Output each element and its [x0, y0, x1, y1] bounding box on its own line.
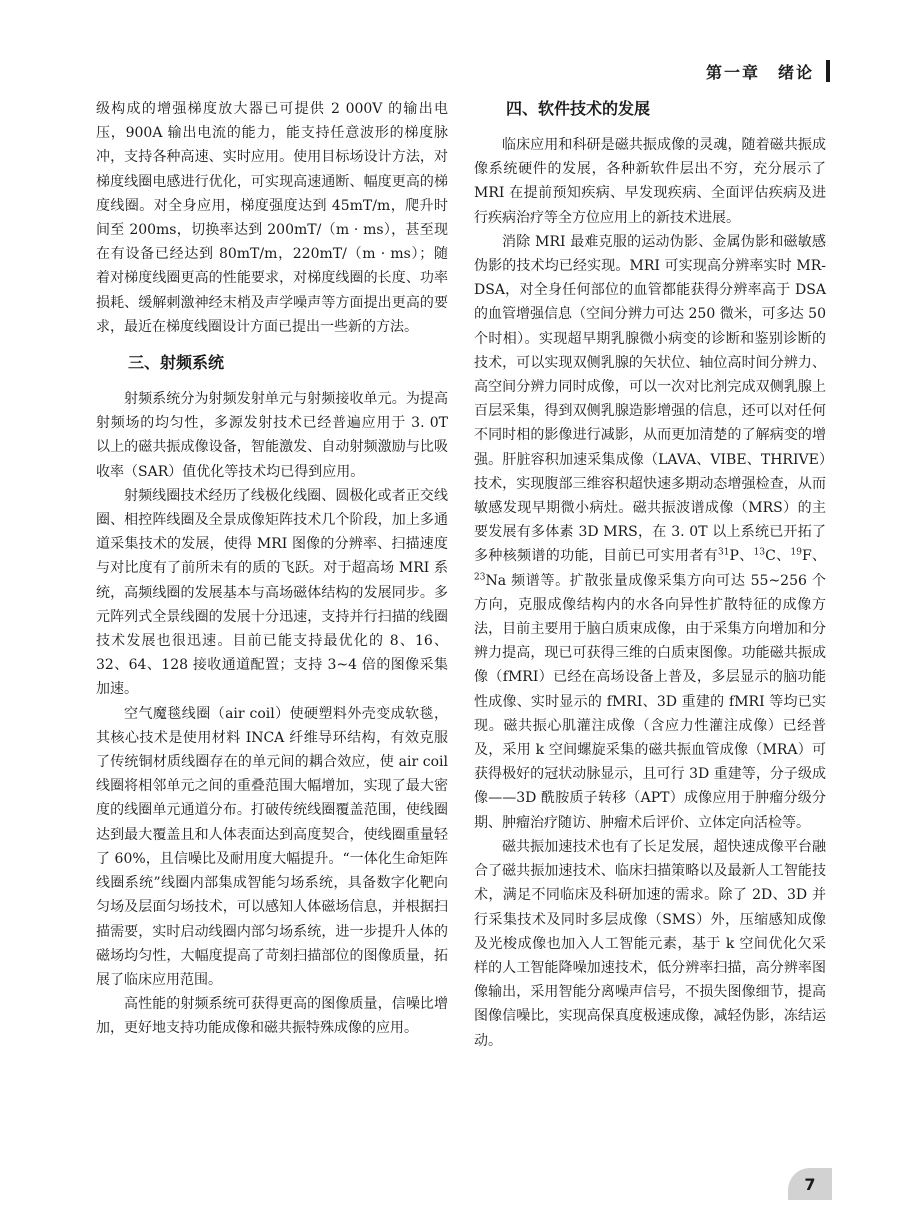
software-paragraph-3: 磁共振加速技术也有了长足发展，超快速成像平台融合了磁共振加速技术、临床扫描策略以及最新人工智能技术，满足不同临床及科研加速的需求。除了 2D、3D 并行采集技术及同时多层成像（SMS）外，压缩感知成像及光梭成像也加入人工智能元素，基于 k 空间优化欠采样的人工智能降噪加速技术，低分辨率扫描，高分辨率图像输出，采用智能分离噪声信号，不损失图像细节，提高图像信噪比，实现高保真度极速成像，减轻伪影，冻结运动。: [474, 838, 826, 1049]
isotope-f-mass: 19: [790, 547, 802, 558]
software-paragraph-2-text: 消除 MRI 最难克服的运动伪影、金属伪影和磁敏感伪影的技术均已经实现。MRI 可实现高分辨率实时 MR-DSA，对全身任何部位的血管都能获得分辨率高于 DSA 的血管增强信息（空间分辨力可达 250 微米，可多达 50 个时相）。实现超早期乳腺微小病变的诊断和鉴别诊断的技术，可以实现双侧乳腺的矢状位、轴位高时间分辨力、高空间分辨力同时成像，可以一次对比剂完成双侧乳腺上百层采集，得到双侧乳腺造影增强的信息，还可以对任何不同时相的影像进行减影，从而更加清楚的了解病变的增强。肝脏容积加速采集成像（LAVA、VIBE、THRIVE）技术，实现腹部三维容积超快速多期动态增强检查，从而敏感发现早期微小病灶。磁共振波谱成像（MRS）的主要发展有多体素 3D MRS，在 3. 0T 以上系统已开拓了多种核频谱的功能，目前已可实用者有: [474, 233, 826, 565]
gradient-paragraph-continued: 级构成的增强梯度放大器已可提供 2 000V 的输出电压，900A 输出电流的能力，能支持任意波形的梯度脉冲，支持各种高速、实时应用。使用目标场设计方法，对梯度线圈电感进行优化，可实现高速通断、幅度更高的梯度线圈。对全身应用，梯度强度达到 45mT/m，爬升时间至 200ms，切换率达到 200mT/（m · ms），甚至现在有设备已经达到 80mT/m，220mT/（m · ms）；随着对梯度线圈更高的性能要求，对梯度线圈的长度、功率损耗、缓解刺激神经末梢及声学噪声等方面提出更高的要求，最近在梯度线圈设计方面已提出一些新的方法。: [96, 101, 448, 335]
rf-paragraph-4: 高性能的射频系统可获得更高的图像质量，信噪比增加，更好地支持功能成像和磁共振特殊成像的应用。: [96, 996, 448, 1037]
chapter-title: 第一章 绪论: [705, 62, 814, 82]
isotope-c-mass: 13: [753, 547, 766, 558]
isotope-f-symbol: F、: [801, 548, 827, 565]
isotope-c-symbol: C、: [765, 548, 791, 565]
running-header: [706, 58, 830, 84]
software-paragraph-2: [474, 230, 826, 835]
rf-paragraph-2: 射频线圈技术经历了线极化线圈、圆极化或者正交线圈、相控阵线圈及全景成像矩阵技术几个阶段，加上多通道采集技术的发展，使得 MRI 图像的分辨率、扫描速度与对比度有了前所未有的质的飞跃。对于超高场 MRI 系统，高频线圈的发展基本与高场磁体结构的发展同步。多元阵列式全景线圈的发展十分迅速，支持并行扫描的线圈技术发展也很迅速。目前已能支持最优化的 8、16、32、64、128 接收通道配置；支持 3~4 倍的图像采集加速。: [96, 487, 448, 698]
rf-paragraph-3: 空气魔毯线圈（air coil）使硬塑料外壳变成软毯，其核心技术是使用材料 INCA 纤维导环结构，有效克服了传统铜材质线圈存在的单元间的耦合效应，使 air coil 线圈将相邻单元之间的重叠范围大幅增加，实现了最大密度的线圈单元通道分布。打破传统线圈覆盖范围，使线圈达到最大覆盖且和人体表面达到高度契合，使线圈重量轻了 60%，且信噪比及耐用度大幅提升。“一体化生命矩阵线圈系统”线圈内部集成智能匀场系统，具备数字化靶向匀场及层面匀场技术，可以感知人体磁场信息，并根据扫描需要，实时启动线圈内部匀场系统，进一步提升人体的磁场均匀性，大幅度提高了苛刻扫描部位的图像质量，拓展了临床应用范围。: [96, 705, 448, 988]
rf-paragraph-1: 射频系统分为射频发射单元与射频接收单元。为提高射频场的均匀性，多源发射技术已经普遍应用于 3. 0T 以上的磁共振成像设备，智能激发、自动射频激励与比吸收率（SAR）值优化等技术均已得到应用。: [96, 391, 448, 480]
header-bar-decoration: [826, 60, 830, 82]
software-paragraph-1: 临床应用和科研是磁共振成像的灵魂，随着磁共振成像系统硬件的发展，各种新软件层出不穷，充分展示了 MRI 在提前预知疾病、早发现疾病、全面评估疾病及进行疾病治疗等全方位应用上的新技术进展。: [474, 137, 826, 226]
page-number: 7: [788, 1168, 832, 1200]
isotope-na-mass: 23: [474, 572, 486, 582]
left-column: [96, 97, 448, 1041]
isotope-na-symbol: Na 频谱等。: [485, 572, 570, 589]
section-heading-rf-system: 三、射频系统: [128, 353, 225, 373]
isotope-p-mass: 31: [718, 547, 730, 558]
software-paragraph-2-continued: 扩散张量成像采集方向可达 55~256 个方向，克服成像结构内的水各向异性扩散特征的成像方法，目前主要用于脑白质束成像，由于采集方向增加和分辨力提高，现已可获得三维的白质束图像。功能磁共振成像（fMRI）已经在高场设备上普及，多层显示的脑功能性成像、实时显示的 fMRI、3D 重建的 fMRI 等均已实现。磁共振心肌灌注成像（含应力性灌注成像）已经普及，采用 k 空间螺旋采集的磁共振血管成像（MRA）可获得极好的冠状动脉显示，且可行 3D 重建等，分子级成像——3D 酰胺质子转移（APT）成像应用于肿瘤分级分期、肿瘤治疗随访、肿瘤术后评价、立体定向活检等。: [474, 572, 827, 831]
section-heading-software: 四、软件技术的发展: [506, 99, 651, 118]
right-column: [474, 97, 826, 1053]
isotope-p-symbol: P、: [729, 548, 754, 565]
